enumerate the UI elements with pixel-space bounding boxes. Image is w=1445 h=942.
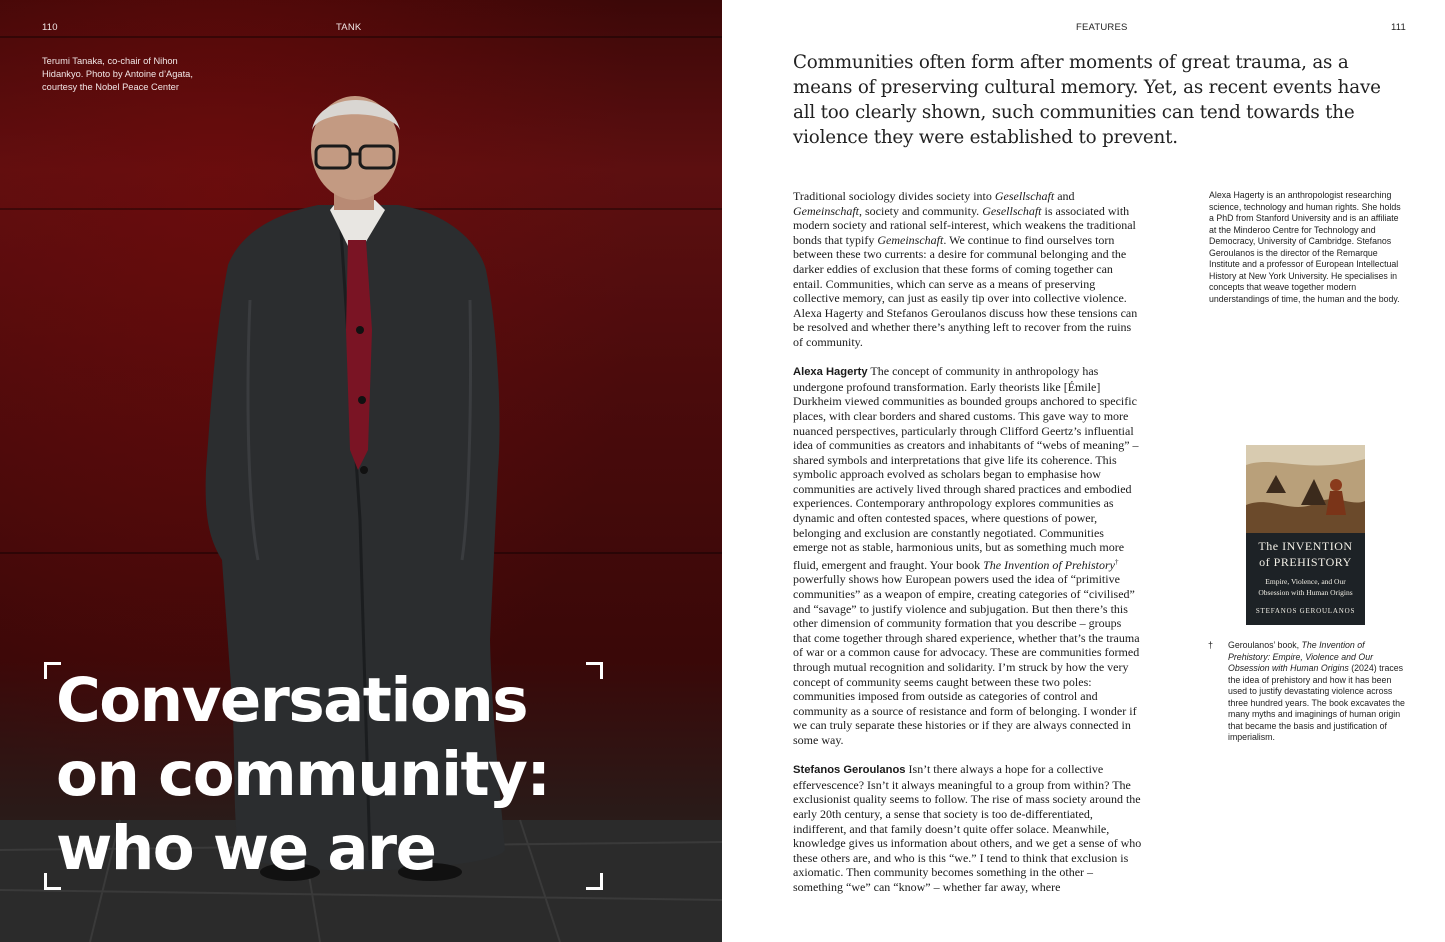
page-number: 111: [1391, 22, 1407, 33]
text-run: (2024) traces the idea of prehistory and how it has been used to justify devastating violence across three hundred years. The book excavates the many myths and imaginings of human origin that became the basis and justification of imperialism.: [1228, 663, 1405, 742]
contributor-bio: Alexa Hagerty is an anthropologist researching science, technology and human rights. She holds a PhD from Stanford University and is an affiliate at the Minderoo Centre for Technology and Democracy, University of Cambridge. Stefanos Geroulanos is the director of the Remarque Institute and a professor of European Intellectual History at New York University. He specialises in concepts that weave together modern understandings of time, the human and the body.: [1209, 190, 1401, 304]
footnote-mark: †: [1114, 557, 1119, 566]
footnote-text: [1228, 640, 1408, 744]
text-run: The concept of community in anthropology has undergone profound transformation. Early theorists like [Émile] Durkheim viewed communities as bounded groups anchored to specific places, with clear borders and shared customs. This gave way to more nuanced perspectives, particularly through Clifford Geertz’s influential idea of communities as creators and inhabitants of “webs of meaning” – shared symbols and interpretations that give life its coherence. This symbolic approach evolved as scholars began to emphasise how communities are actively lived through shared practices and embodied experiences. Contemporary anthropology explores communities as dynamic and often contested spaces, where questions of power, belonging and exclusion are constantly negotiated. Communities emerge not as stable, harmonious units, but as something much more fluid, emergent and fraught. Your book: [793, 364, 1139, 572]
text-run: Traditional sociology divides society into: [793, 189, 995, 203]
photo-caption: Terumi Tanaka, co-chair of Nihon Hidankyo. Photo by Antoine d’Agata, courtesy the Nobel Peace Center: [42, 56, 193, 92]
text-run: . We continue to find ourselves torn between these two currents: a desire for communal belonging and the darker eddies of exclusion that these forms of coming together can entail. Communities, which can serve as a means of preserving collective memory, can just as easily tip over into collective violence. Alexa Hagerty and Stefanos Geroulanos discuss how these tensions can be resolved and whether there’s anything left to recover from the ruins of community.: [793, 232, 1138, 349]
footnote-mark: †: [1208, 640, 1214, 650]
book-title-line: of PREHISTORY: [1259, 555, 1352, 569]
title-line: who we are: [56, 813, 436, 884]
book-author: STEFANOS GEROULANOS: [1255, 607, 1356, 615]
book-subtitle-line: Obsession with Human Origins: [1258, 588, 1353, 597]
section-name: FEATURES: [1076, 22, 1128, 33]
book-title-line: The INVENTION: [1258, 539, 1353, 553]
text-run: Isn’t there always a hope for a collective effervescence? Isn’t it always meaningful to a group from within? The exclusionist quality seems to follow. The rise of mass society around the early 20th century, a sense that society is too de-differentiated, indifferent, and that family doesn’t quite offer solace. Meanwhile, knowledge gives us information about others, and we get a sense of who these others are, and who is this “we.” I tend to think that exclusion is axiomatic. Then community becomes something in the other – something “we” can “know” – whether far away, where: [793, 762, 1142, 894]
title-line: on community:: [56, 739, 550, 810]
frame-corner: [586, 662, 603, 679]
speaker-name: Stefanos Geroulanos: [793, 764, 906, 777]
text-run: is associated with modern society and rational self-interest, which weakens the traditional bonds that typify: [793, 203, 1136, 247]
text-run: Geroulanos’ book,: [1228, 640, 1302, 650]
frame-corner: [586, 873, 603, 890]
article-body: [793, 189, 1142, 909]
speaker-name: Alexa Hagerty: [793, 366, 868, 379]
right-page: [722, 0, 1445, 942]
title-line: Conversations: [56, 665, 528, 736]
text-run: powerfully shows how European powers used the idea of “primitive communities” as a weapon of empire, creating categories of “civilised” and “savage” to justify violence and subjugation. But then there’s this other dimension of community formation that you describe – groups that come together through shared experience, whether that’s the trauma of war or a common cause for advocacy. These are communities formed through mutual recognition and solidarity. I’m struck by how the very concept of community seems caught between these two poles: communities imposed from outside as categories of control and community as a source of resistance and form of belonging. I wonder if we can truly separate these histories or if they are always connected in some way.: [793, 572, 1140, 747]
intro-paragraph: [793, 189, 1142, 350]
text-run: Gemeinschaft: [793, 203, 859, 218]
book-subtitle-line: Empire, Violence, and Our: [1265, 577, 1346, 586]
book-cover: [1246, 445, 1365, 625]
page-number: 110: [42, 22, 58, 33]
text-run: Gesellschaft: [982, 203, 1042, 218]
standfirst: Communities often form after moments of great trauma, as a means of preserving cultural memory. Yet, as recent events have all too clearly shown, such communities can tend towards the violence they were established to prevent.: [793, 52, 1381, 148]
answer-paragraph: [793, 762, 1142, 894]
text-run: , society and community.: [858, 203, 983, 218]
article-title: [56, 664, 549, 886]
text-run: Gemeinschaft: [877, 232, 944, 247]
answer-paragraph: [793, 364, 1142, 747]
book-cover-painting: [1246, 445, 1365, 625]
text-run: Gesellschaft: [994, 189, 1055, 203]
magazine-name: TANK: [336, 22, 362, 33]
text-run: and: [1054, 189, 1075, 203]
book-title: The Invention of Prehistory: Empire, Violence and Our Obsession with Human Origins: [1228, 640, 1374, 673]
book-title: The Invention of Prehistory: [983, 557, 1115, 572]
footnote: [1208, 640, 1408, 744]
left-page: [0, 0, 722, 942]
